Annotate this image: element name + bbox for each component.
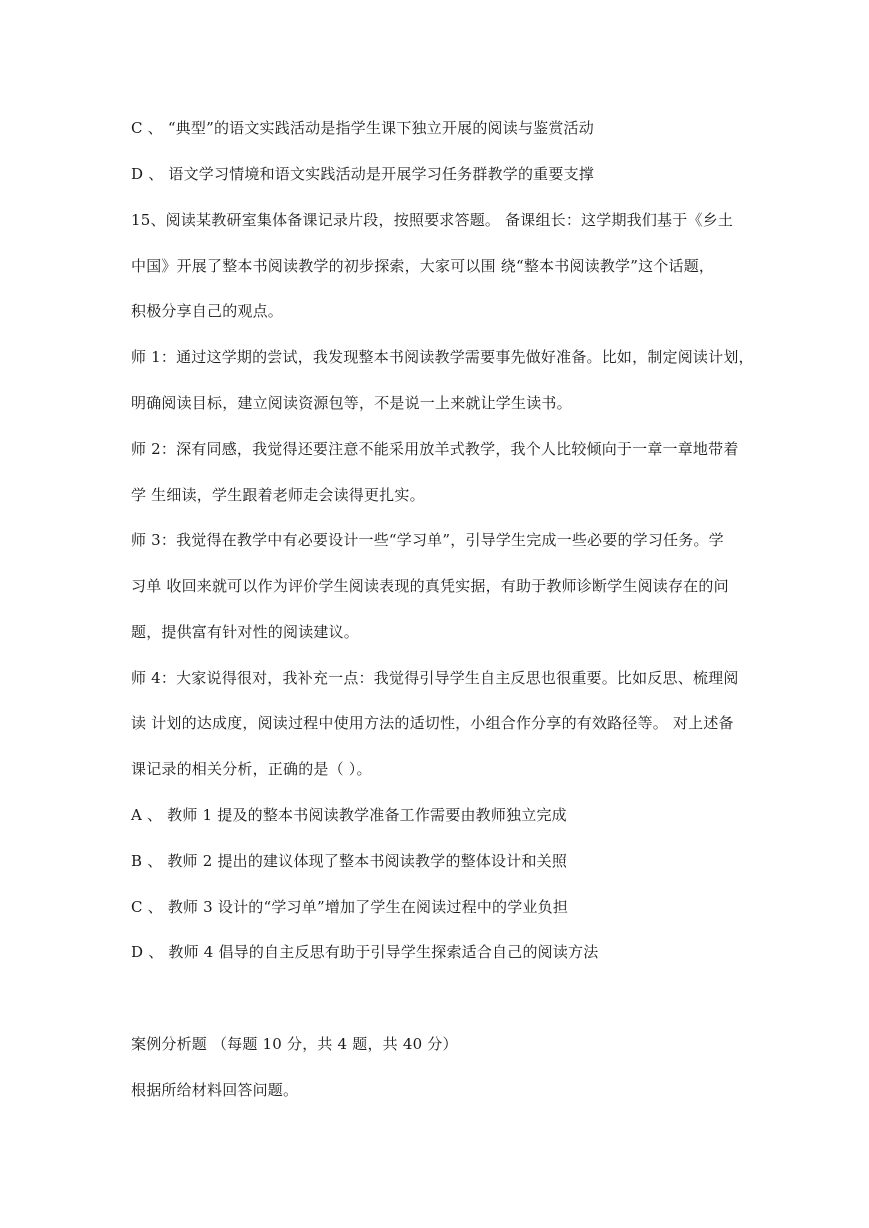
teacher-3-line-1: 师 3：我觉得在教学中有必要设计一些“学习单”，引导学生完成一些必要的学习任务。学: [131, 531, 724, 549]
option-a-q15: A 、 教师 1 提及的整本书阅读教学准备工作需要由教师独立完成: [131, 806, 567, 824]
question-15-line-2: 中国》开展了整本书阅读教学的初步探索，大家可以围 绕“整本书阅读教学”这个话题，: [131, 257, 715, 275]
teacher-3-line-2: 习单 收回来就可以作为评价学生阅读表现的真凭实据，有助于教师诊断学生阅读存在的问: [131, 577, 729, 595]
option-d-q14: D 、 语文学习情境和语文实践活动是开展学习任务群教学的重要支撑: [131, 165, 594, 183]
section-instruction: 根据所给材料回答问题。: [131, 1081, 299, 1099]
option-c-q15: C 、 教师 3 设计的“学习单”增加了学生在阅读过程中的学业负担: [131, 898, 569, 916]
teacher-1-line-2: 明确阅读目标，建立阅读资源包等，不是说一上来就让学生读书。: [131, 394, 572, 412]
teacher-2-line-1: 师 2：深有同感，我觉得还要注意不能采用放羊式教学，我个人比较倾向于一章一章地带着: [131, 440, 739, 458]
question-15-prompt: 课记录的相关分析，正确的是（ ）。: [131, 760, 372, 778]
teacher-4-line-2: 读 计划的达成度，阅读过程中使用方法的适切性，小组合作分享的有效路径等。 对上述备: [131, 714, 734, 732]
teacher-2-line-2: 学 生细读，学生跟着老师走会读得更扎实。: [131, 486, 425, 504]
option-b-q15: B 、 教师 2 提出的建议体现了整本书阅读教学的整体设计和关照: [131, 852, 568, 870]
question-15-line-3: 积极分享自己的观点。: [131, 302, 284, 320]
teacher-3-line-3: 题，提供富有针对性的阅读建议。: [131, 623, 360, 641]
section-heading: 案例分析题 （每题 10 分，共 4 题，共 40 分）: [131, 1035, 458, 1053]
option-d-q15: D 、 教师 4 倡导的自主反思有助于引导学生探索适合自己的阅读方法: [131, 943, 599, 961]
teacher-1-line-1: 师 1：通过这学期的尝试，我发现整本书阅读教学需要事先做好准备。比如，制定阅读计划，: [131, 348, 754, 366]
option-c-q14: C 、 “典型”的语文实践活动是指学生课下独立开展的阅读与鉴赏活动: [131, 119, 594, 137]
teacher-4-line-1: 师 4：大家说得很对，我补充一点：我觉得引导学生自主反思也很重要。比如反思、梳理阅: [131, 669, 739, 687]
question-15-line-1: 15、阅读某教研室集体备课记录片段，按照要求答题。 备课组长：这学期我们基于《乡土: [131, 211, 734, 229]
